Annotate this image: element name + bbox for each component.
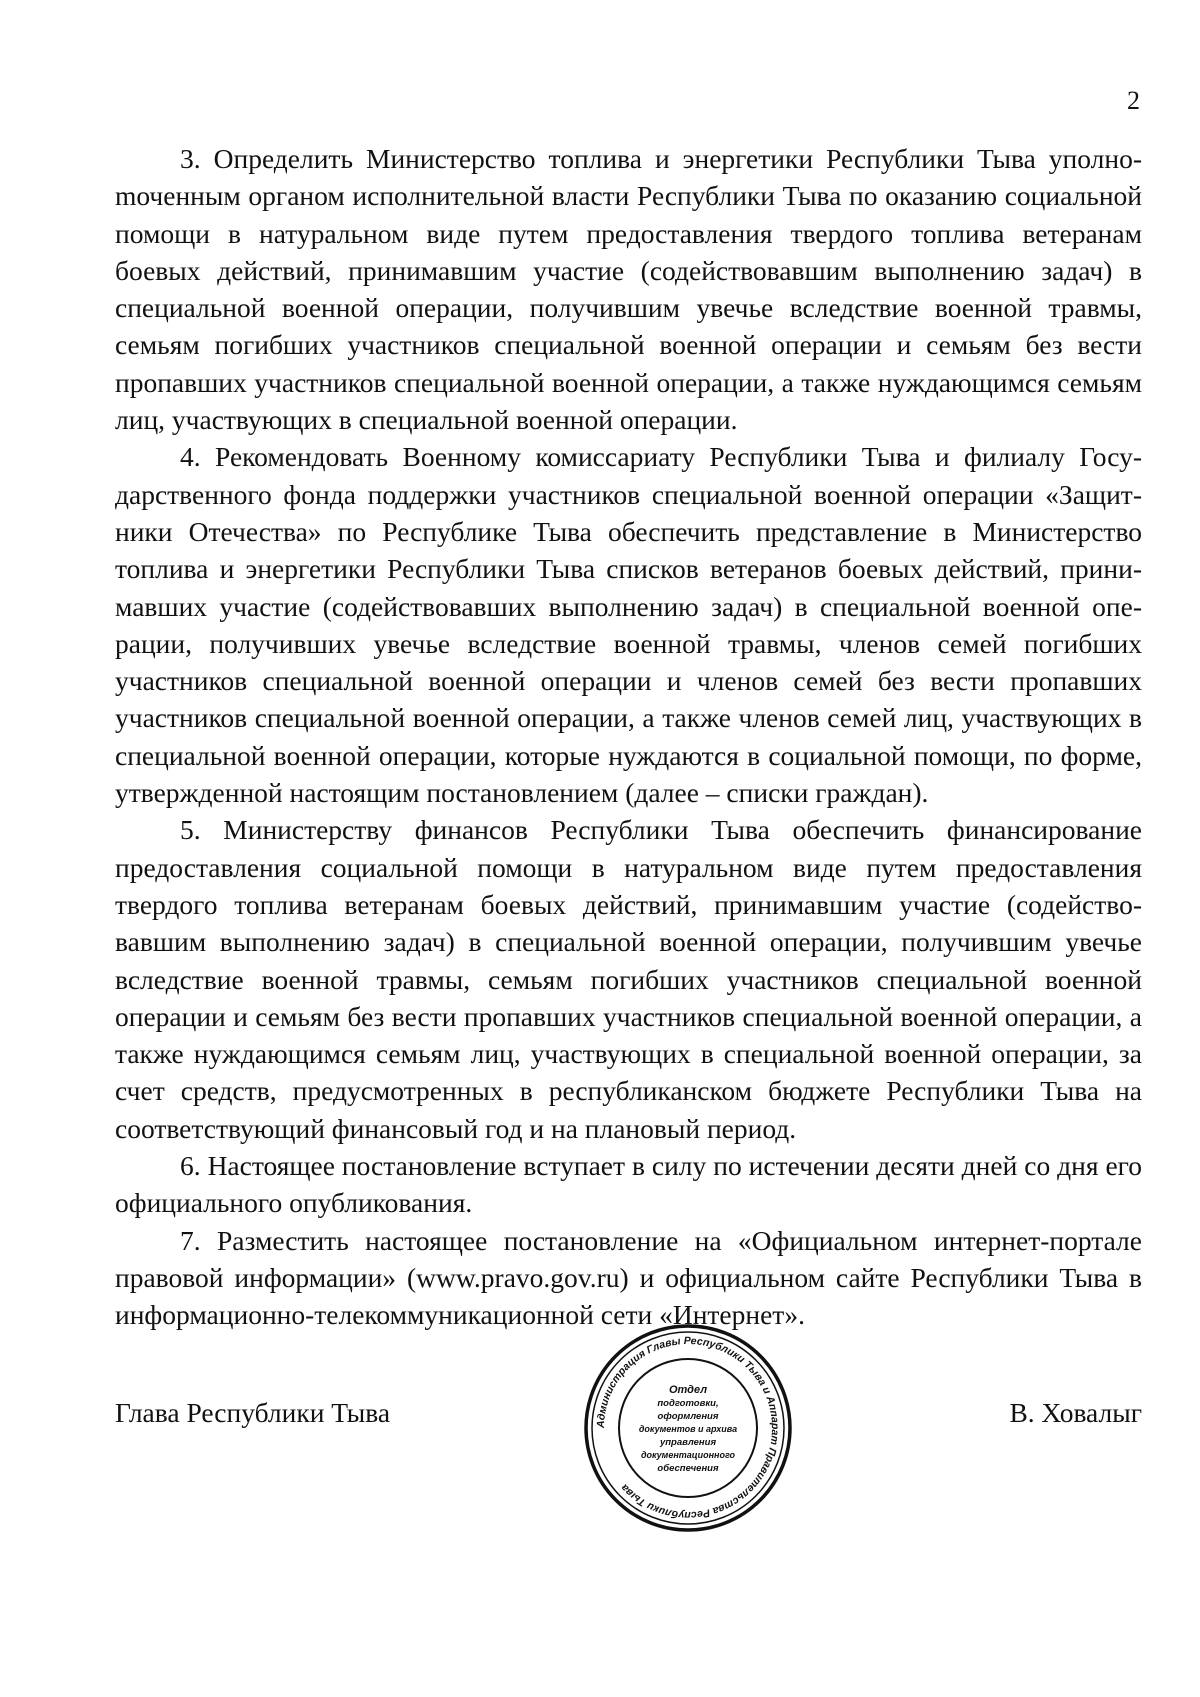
svg-text:обеспечения: обеспечения xyxy=(657,1463,719,1474)
document-body xyxy=(115,140,1142,1334)
seal-ring-text: Администрация Главы Республики Тыва и Аппарат Правительства Республики Тыва xyxy=(594,1334,782,1522)
svg-text:Отдел: Отдел xyxy=(668,1384,708,1396)
paragraph-5: 5. Министерству финансов Республики Тыва обеспечить финансирование предоставления социальной помощи в натуральном виде путем предоставления твердого топлива ветеранам боевых действий, принимавшим участие (содействовавшим выполнению задач) в специальной военной операции, получившим увечье вследствие военной травмы, семьям погибших участников специальной военной операции и семьям без вести пропавших участников специальной военной операции, а также нуждающимся семьям лиц, участвующих в специальной военной операции, за счет средств, предусмотренных в республиканском бюджете Республики Тыва на соответствующий финансовый год и на плановый период. xyxy=(115,814,1142,1144)
svg-text:подготовки,: подготовки, xyxy=(657,1398,719,1409)
paragraph-4: 4. Рекомендовать Военному комиссариату Республики Тыва и филиалу Государственного фонда поддержки участников специальной военной операции «Защитники Отечества» по Республике Тыва обеспечить представление в Министерство топлива и энергетики Республики Тыва списков ветеранов боевых действий, принимавших участие (содействовавших выполнению задач) в специальной военной операции, получивших увечье вследствие военной травмы, членов семей погибших участников специальной военной операции и членов семей без вести пропавших участников специальной военной операции, а также членов семей лиц, участвующих в специальной военной операции, которые нуждаются в социальной помощи, по форме, утвержденной настоящим постановлением (далее – списки граждан). xyxy=(115,441,1142,809)
seal-graphic xyxy=(583,1323,793,1533)
seal-center-text xyxy=(639,1384,737,1474)
signatory-name: В. Ховалыг xyxy=(1009,1397,1142,1428)
signatory-title: Глава Республики Тыва xyxy=(115,1397,391,1428)
svg-text:документационного: документационного xyxy=(640,1450,736,1460)
svg-text:документов и архива: документов и архива xyxy=(638,1424,738,1434)
paragraph-6: 6. Настоящее постановление вступает в силу по истечении десяти дней со дня его официального опубликования. xyxy=(115,1150,1142,1219)
svg-text:оформления: оформления xyxy=(657,1411,719,1422)
paragraph-7: 7. Разместить настоящее постановление на «Официальном интернет-портале правовой информации» (www.pravo.gov.ru) и официальном сайте Республики Тыва в информационно-телекоммуникационной сети «Интернет». xyxy=(115,1224,1142,1331)
page-number: 2 xyxy=(1127,86,1140,115)
paragraph-3: 3. Определить Министерство топлива и энергетики Республики Тыва уполноmоченным органом исполнительной власти Республики Тыва по оказанию социальной помощи в натуральном виде путем предоставления твердого топлива ветеранам боевых действий, принимавшим участие (содействовавшим выполнению задач) в специальной военной операции, получившим увечье вследствие военной травмы, семьям погибших участников специальной военной операции и семьям без вести пропавших участников специальной военной операции, а также нуждающимся семьям лиц, участвующих в специальной военной операции. xyxy=(115,143,1142,436)
svg-text:управления: управления xyxy=(659,1437,717,1448)
official-seal xyxy=(583,1323,793,1533)
